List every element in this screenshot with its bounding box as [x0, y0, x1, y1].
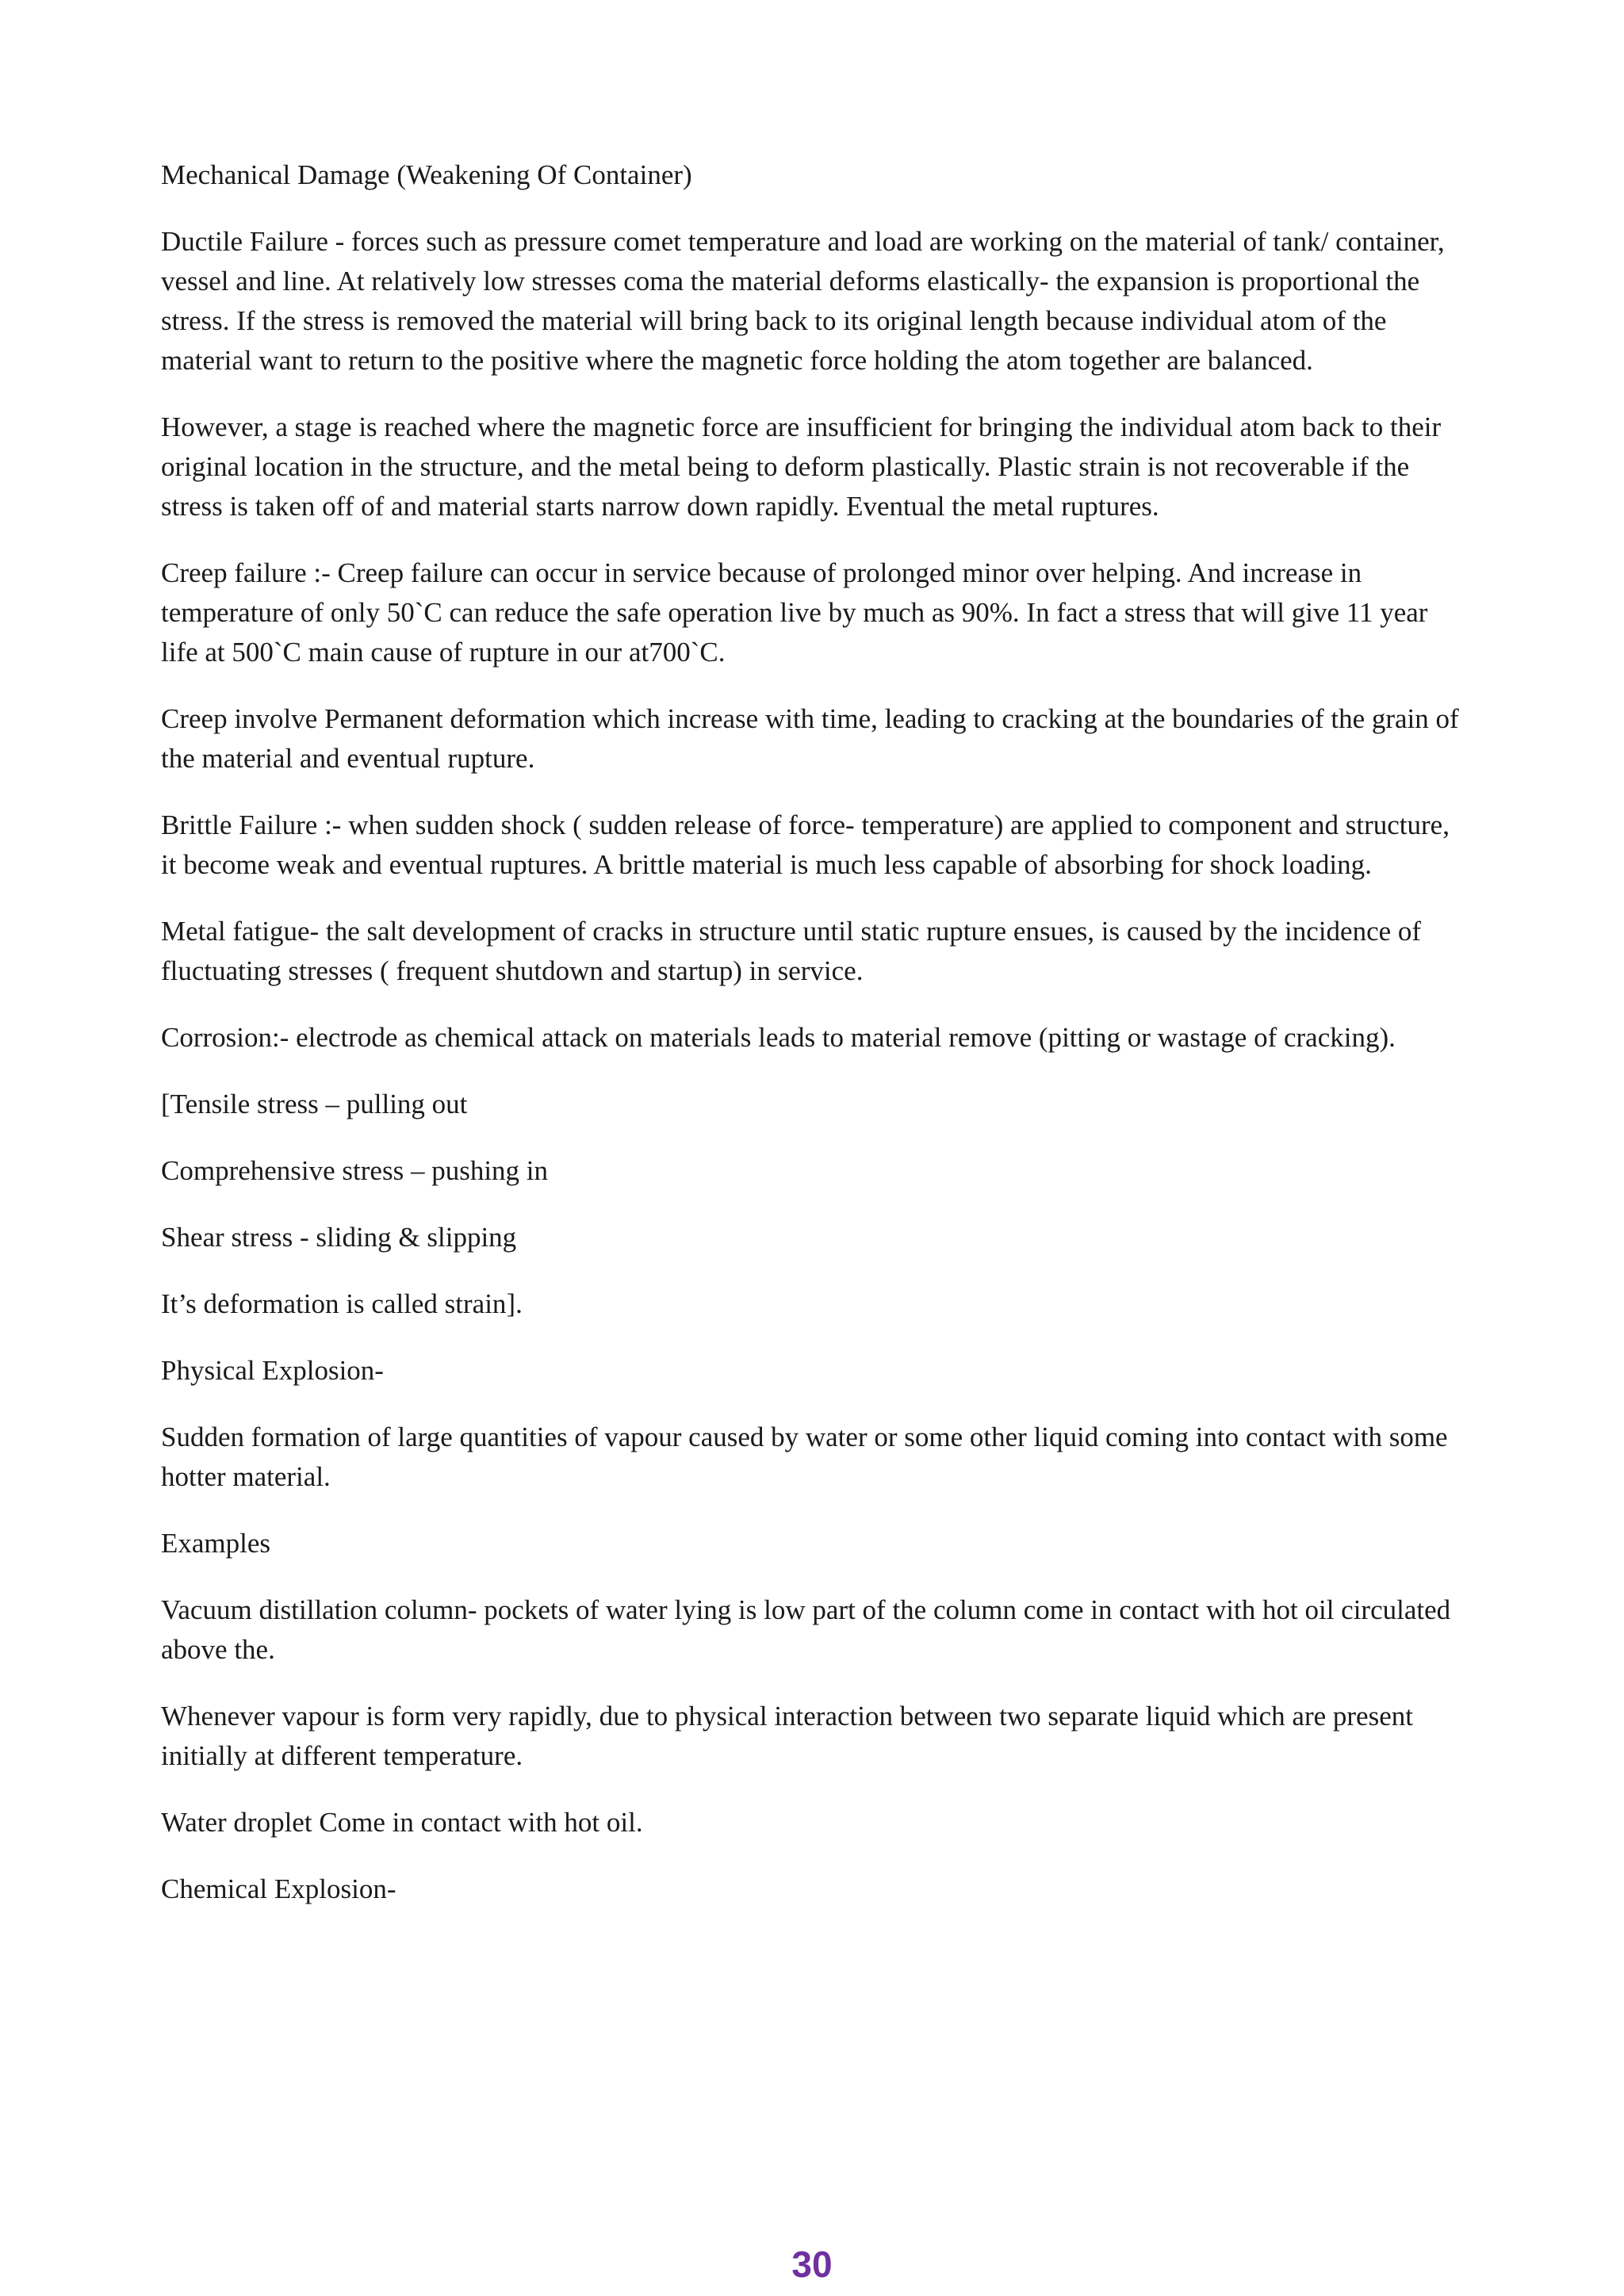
- paragraph-brittle-failure: Brittle Failure :- when sudden shock ( sudden release of force- temperature) are applied to component and structure, it become weak and eventual ruptures. A brittle material is much less capable of absorbing for shock loading.: [161, 809, 1450, 880]
- heading-chemical-explosion: Chemical Explosion-: [161, 1873, 396, 1904]
- heading-mechanical-damage: Mechanical Damage (Weakening Of Container): [161, 159, 692, 190]
- paragraph-creep-deformation: Creep involve Permanent deformation which increase with time, leading to cracking at the boundaries of the grain of the material and eventual rupture.: [161, 703, 1459, 774]
- page-number: 30: [791, 2244, 833, 2285]
- line-comprehensive-stress: Comprehensive stress – pushing in: [161, 1155, 549, 1186]
- document-body: [161, 155, 1461, 1936]
- paragraph-vacuum-distillation: Vacuum distillation column- pockets of water lying is low part of the column come in contact with hot oil circulated above the.: [161, 1594, 1451, 1665]
- paragraph-vapour-interaction: Whenever vapour is form very rapidly, due to physical interaction between two separate liquid which are present initially at different temperature.: [161, 1701, 1413, 1771]
- line-shear-stress: Shear stress - sliding & slipping: [161, 1222, 517, 1253]
- heading-physical-explosion: Physical Explosion-: [161, 1355, 384, 1386]
- line-strain: It’s deformation is called strain].: [161, 1288, 523, 1319]
- paragraph-creep-failure: Creep failure :- Creep failure can occur in service because of prolonged minor over helping. And increase in temperature of only 50`C can reduce the safe operation live by much as 90%. In fact a stress that will give 11 year life at 500`C main cause of rupture in our at700`C.: [161, 557, 1428, 668]
- paragraph-ductile-failure: Ductile Failure - forces such as pressure comet temperature and load are working on the material of tank/ container, vessel and line. At relatively low stresses coma the material deforms elastically- the expansion is proportional the stress. If the stress is removed the material will bring back to its original length because individual atom of the material want to return to the positive where the magnetic force holding the atom together are balanced.: [161, 226, 1445, 376]
- paragraph-water-droplet: Water droplet Come in contact with hot oil.: [161, 1807, 643, 1838]
- paragraph-metal-fatigue: Metal fatigue- the salt development of cracks in structure until static rupture ensues, is caused by the incidence of fluctuating stresses ( frequent shutdown and startup) in service.: [161, 916, 1422, 986]
- heading-examples: Examples: [161, 1528, 271, 1559]
- line-tensile-stress: [Tensile stress – pulling out: [161, 1089, 468, 1119]
- paragraph-plastic-deformation: However, a stage is reached where the magnetic force are insufficient for bringing the individual atom back to their original location in the structure, and the metal being to deform plastically. Plastic strain is not recoverable if the stress is taken off of and material starts narrow down rapidly. Eventual the metal ruptures.: [161, 411, 1442, 522]
- paragraph-vapour-formation: Sudden formation of large quantities of vapour caused by water or some other liquid coming into contact with some hotter material.: [161, 1422, 1448, 1492]
- paragraph-corrosion: Corrosion:- electrode as chemical attack on materials leads to material remove (pitting or wastage of cracking).: [161, 1022, 1396, 1053]
